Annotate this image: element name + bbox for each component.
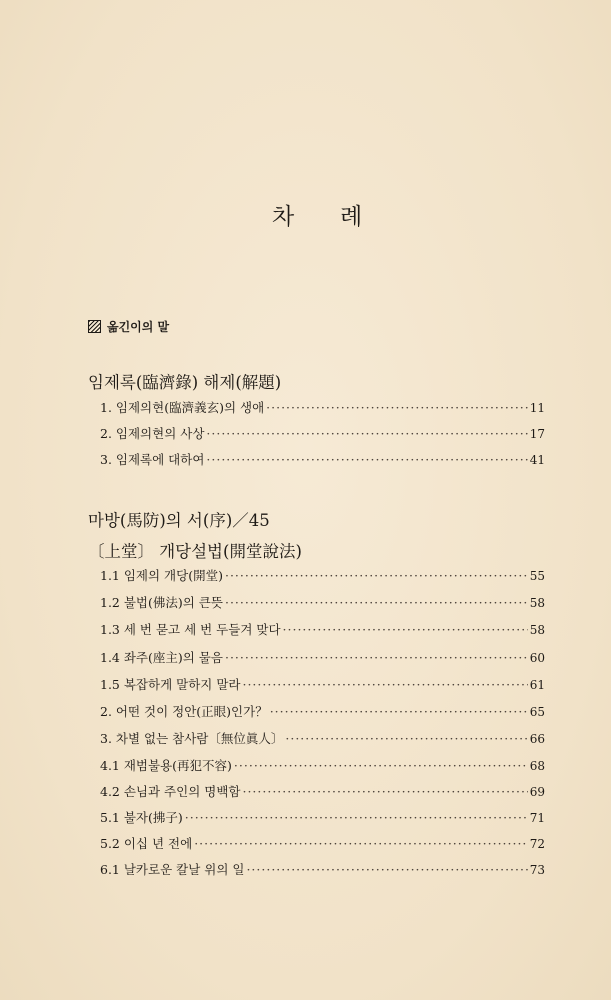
toc-entry-label: 5.2 이십 년 전에: [100, 836, 193, 851]
toc-entry-label: 1.3 세 번 묻고 세 번 두들겨 맞다: [100, 622, 281, 637]
toc-entry-page: 60: [529, 651, 545, 665]
leader-dots: [206, 452, 527, 467]
leader-dots: [246, 862, 527, 877]
toc-entry: [100, 808, 545, 828]
leader-dots: [225, 568, 528, 583]
toc-entry-page: 58: [529, 596, 545, 610]
leader-dots: [234, 758, 528, 773]
toc-entry-page: 41: [529, 453, 545, 467]
toc-entry: [100, 424, 545, 444]
toc-entry-page: 17: [529, 427, 545, 441]
toc-entry-page: 68: [529, 759, 545, 773]
toc-entry-page: 65: [529, 705, 545, 719]
toc-entry-page: 61: [529, 678, 545, 692]
toc-entry-page: 11: [529, 401, 545, 415]
toc-entry-label: 1.2 불법(佛法)의 큰뜻: [100, 595, 223, 610]
leader-dots: [270, 704, 528, 719]
leader-dots: [242, 677, 527, 692]
toc-entry-label: 1.4 좌주(座主)의 물음: [100, 650, 223, 665]
toc-entry: [100, 860, 545, 880]
leader-dots: [194, 836, 528, 851]
toc-entry-page: 73: [529, 863, 545, 877]
section-heading-preface: 마방(馬防)의 서(序)／45: [88, 511, 270, 530]
toc-entry: [100, 398, 545, 418]
leader-dots: [206, 426, 527, 441]
toc-entry-page: 66: [529, 732, 545, 746]
toc-entry-label: 1.5 복잡하게 말하지 말라: [100, 677, 241, 692]
leader-dots: [283, 622, 528, 637]
toc-entry: [100, 566, 545, 586]
toc-entry-label: 2. 어떤 것이 정안(正眼)인가？: [100, 704, 268, 719]
toc-entry: [100, 756, 545, 776]
toc-entry-label: 3. 차별 없는 참사람〔無位眞人〕: [100, 731, 284, 746]
toc-entry: [100, 620, 545, 640]
toc-entry: [100, 450, 545, 470]
toc-entry-page: 71: [529, 811, 545, 825]
translator-note-entry: [88, 318, 169, 335]
toc-entry-label: 1. 임제의현(臨濟義玄)의 생애: [100, 400, 265, 415]
toc-entry: [100, 702, 545, 722]
toc-entry: [100, 782, 545, 802]
section-heading-commentary: 임제록(臨濟錄) 해제(解題): [88, 373, 282, 392]
toc-entry: [100, 593, 545, 613]
leader-dots: [242, 784, 527, 799]
toc-entry-page: 58: [529, 623, 545, 637]
hatched-square-icon: [88, 320, 101, 333]
title-char-1: 차: [272, 204, 295, 230]
leader-dots: [225, 650, 528, 665]
leader-dots: [285, 731, 527, 746]
toc-entry: [100, 834, 545, 854]
toc-entry-label: 1.1 임제의 개당(開堂): [100, 568, 223, 583]
toc-entry: [100, 729, 545, 749]
toc-entry-label: 3. 임제록에 대하여: [100, 452, 205, 467]
toc-entry-label: 4.2 손님과 주인의 명백함: [100, 784, 241, 799]
title-char-2: 례: [340, 204, 363, 230]
toc-entry-page: 69: [529, 785, 545, 799]
translator-note-label: 옮긴이의 말: [107, 320, 170, 334]
leader-dots: [185, 810, 528, 825]
toc-entry: [100, 675, 545, 695]
leader-dots: [266, 400, 528, 415]
leader-dots: [225, 595, 528, 610]
toc-entry-label: 2. 임제의현의 사상: [100, 426, 205, 441]
toc-entry-label: 4.1 재범불용(再犯不容): [100, 758, 232, 773]
toc-entry-page: 55: [529, 569, 545, 583]
section-heading-sermon: 〔上堂〕 개당설법(開堂說法): [88, 542, 302, 561]
toc-entry: [100, 648, 545, 668]
toc-entry-label: 5.1 불자(拂子): [100, 810, 183, 825]
toc-entry-label: 6.1 날카로운 칼날 위의 일: [100, 862, 245, 877]
toc-entry-page: 72: [529, 837, 545, 851]
